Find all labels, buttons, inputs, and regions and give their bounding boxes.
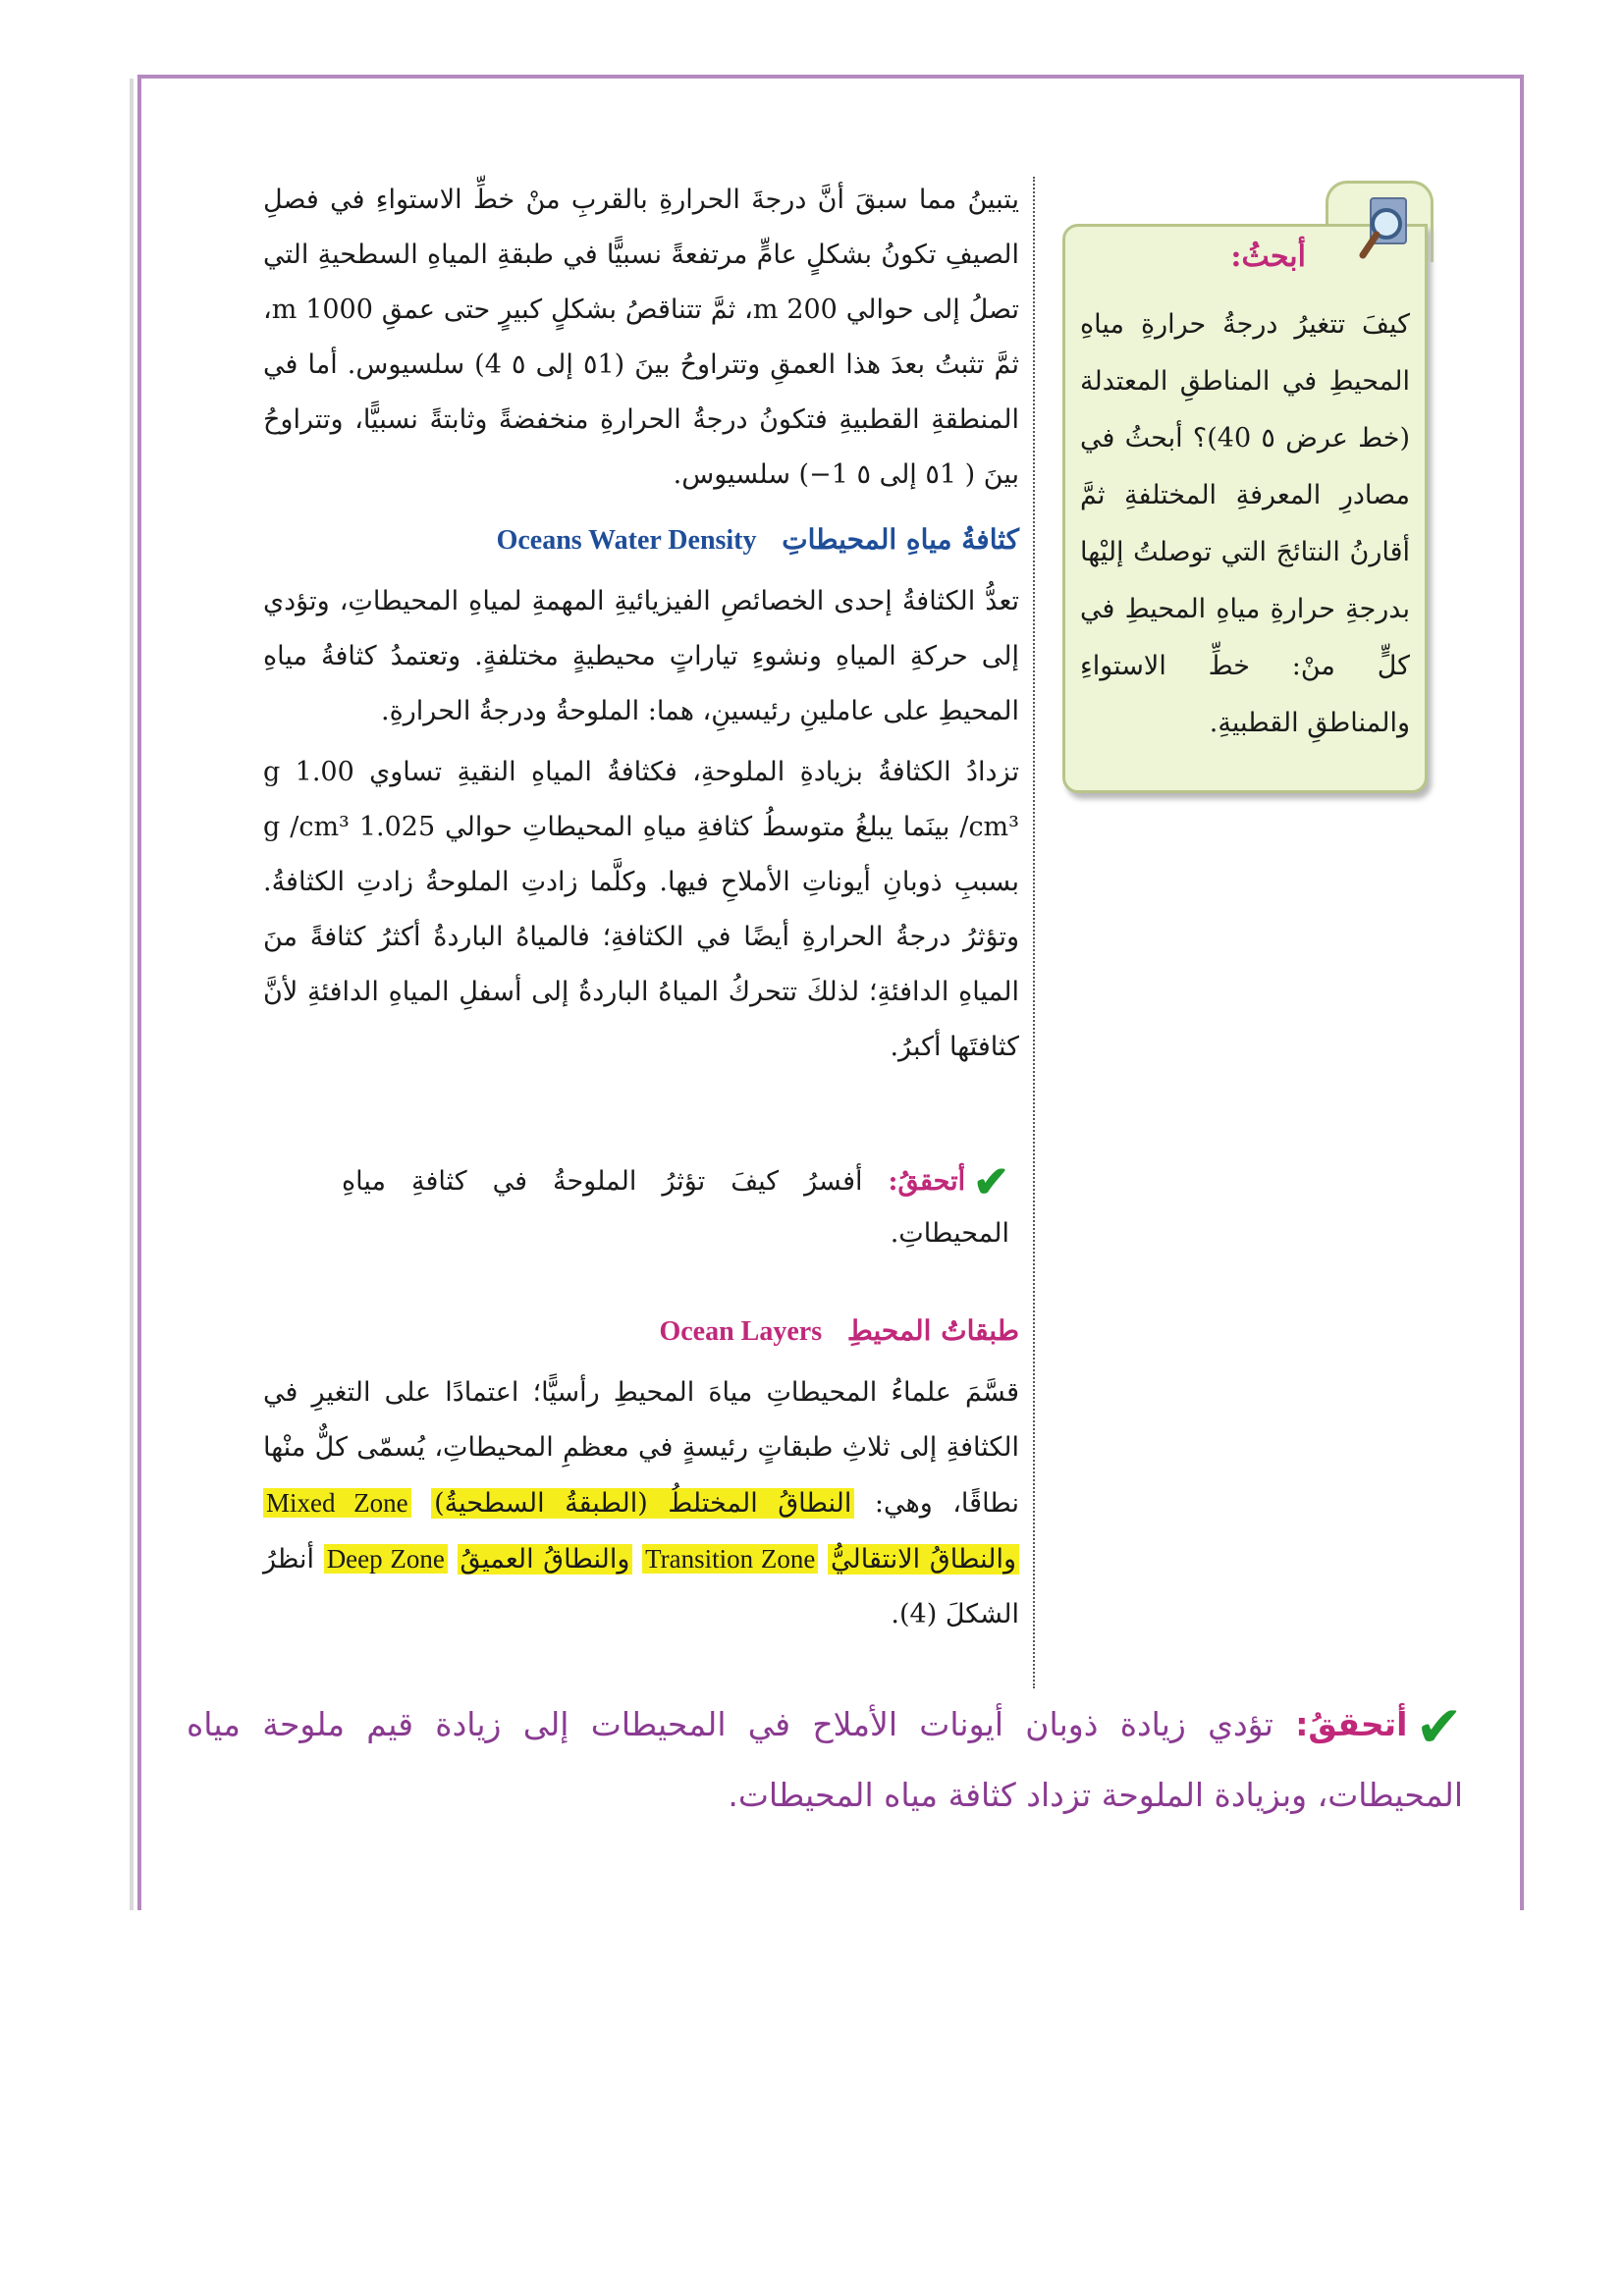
zone-transition-english: Transition Zone [642, 1544, 818, 1574]
density-paragraph-1: تعدُّ الكثافةُ إحدى الخصائصِ الفيزيائيةِ المهمةِ لمياهِ المحيطاتِ، وتؤدي إلى حركةِ المياهِ ونشوءِ تياراتٍ محيطيةٍ مختلفةٍ. وتعتمدُ كثافةُ مياهِ المحيطِ على عاملينِ رئيسينِ، هما: الملوحةُ ودرجةُ الحرارةِ. [263, 586, 1019, 726]
layers-heading-english: Ocean Layers [659, 1316, 823, 1347]
check-label: أتحققُ: [888, 1166, 966, 1197]
density-heading-english: Oceans Water Density [496, 525, 757, 556]
check-question-text: أفسرُ كيفَ تؤثرُ الملوحةُ في كثافةِ مياهِ المحيطاتِ. [342, 1166, 1009, 1249]
density-paragraph-2: تزدادُ الكثافةُ بزيادةِ الملوحةِ، فكثافةُ المياهِ النقيةِ تساوي 1.00 g /cm³ بينَما يبلغُ متوسطُ كثافةِ مياهِ المحيطاتِ حوالي 1.025 g /cm³ بسببِ ذوبانِ أيوناتِ الأملاحِ فيها. وكلَّما زادتِ الملوحةُ زادتِ الكثافةُ. وتؤثرُ درجةُ الحرارةِ أيضًا في الكثافةِ؛ فالمياهُ الباردةُ أكثرُ كثافةً منَ المياهِ الدافئةِ؛ لذلكَ تتحركُ المياهُ الباردةُ إلى أسفلِ المياهِ الدافئةِ لأنَّ كثافتَها أكبرُ. [263, 757, 1019, 1062]
check-question [342, 1156, 1009, 1259]
research-box-title: أبحثُ: [1230, 240, 1306, 274]
layers-heading [263, 1306, 1019, 1358]
zone-mixed-english: Mixed Zone [263, 1488, 411, 1518]
checkmark-icon: ✔ [973, 1156, 1009, 1207]
answer-label: أتحققُ: [1295, 1705, 1408, 1743]
zone-mixed-arabic: النطاقُ المختلطُ (الطبقةُ السطحيةُ) [431, 1488, 854, 1519]
answer-checkmark-icon: ✔ [1415, 1692, 1463, 1760]
zone-deep-arabic: والنطاقُ العميقُ [458, 1544, 633, 1575]
research-box [1062, 181, 1434, 797]
layers-heading-arabic: طبقاتُ المحيطِ [846, 1314, 1019, 1347]
layers-paragraph [263, 1365, 1019, 1642]
intro-paragraph: يتبينُ مما سبقَ أنَّ درجةَ الحرارةِ بالقربِ منْ خطِّ الاستواءِ في فصلِ الصيفِ تكونُ بشكلٍ عامٍّ مرتفعةً نسبيًّا في طبقةِ المياهِ السطحيةِ التي تصلُ إلى حوالي 200 m، ثمَّ تتناقصُ بشكلٍ كبيرٍ حتى عمقِ 1000 m، ثمَّ تثبتُ بعدَ هذا العمقِ وتتراوحُ بينَ (٥1 إلى ٥ 4) سلسيوس. أما في المنطقةِ القطبيةِ فتكونُ درجةُ الحرارةِ منخفضةً وثابتةً نسبيًّا، وتتراوحُ بينَ ( ٥1 إلى ٥ 1−) سلسيوس. [263, 185, 1019, 490]
research-box-text: كيفَ تتغيرُ درجةُ حرارةِ مياهِ المحيطِ في المناطقِ المعتدلة (خط عرض ٥ 40)؟ أبحثُ في مصادرِ المعرفةِ المختلفةِ ثمَّ أقارنُ النتائجَ التي توصلتُ إليْها بدرجةِ حرارةِ مياهِ المحيطِ في كلٍّ منْ: خطِّ الاستواءِ والمناطقِ القطبيةِ. [1080, 309, 1410, 738]
answer-text: تؤدي زيادة ذوبان أيونات الأملاح في المحيطات إلى زيادة قيم ملوحة مياه المحيطات، وبزيادة الملوحة تزداد كثافة مياه المحيطات. [187, 1705, 1463, 1814]
magnifier-icon [1357, 192, 1416, 263]
zone-deep-english: Deep Zone [324, 1544, 448, 1574]
layers-paragraph-start: قسَّمَ علماءُ المحيطاتِ مياهَ المحيطِ رأسيًّا؛ اعتمادًا على التغيرِ في الكثافةِ إلى ثلاثِ طبقاتٍ رئيسةٍ في معظمِ المحيطاتِ، يُسمّى كلٌّ منْها نطاقًا، وهي: [263, 1377, 1019, 1519]
answer-block [187, 1690, 1463, 1830]
zone-transition-arabic: والنطاقُ الانتقاليُّ [828, 1544, 1019, 1575]
column-divider [1033, 177, 1035, 1688]
layers-paragraph-end: أنظرُ الشكلَ (4). [263, 1544, 1019, 1629]
density-heading-arabic: كثافةُ مياهِ المحيطاتِ [782, 523, 1019, 556]
main-column [263, 173, 1019, 1075]
ocean-layers-section [263, 1294, 1019, 1642]
page-shadow [130, 79, 134, 1910]
density-heading [263, 514, 1019, 566]
